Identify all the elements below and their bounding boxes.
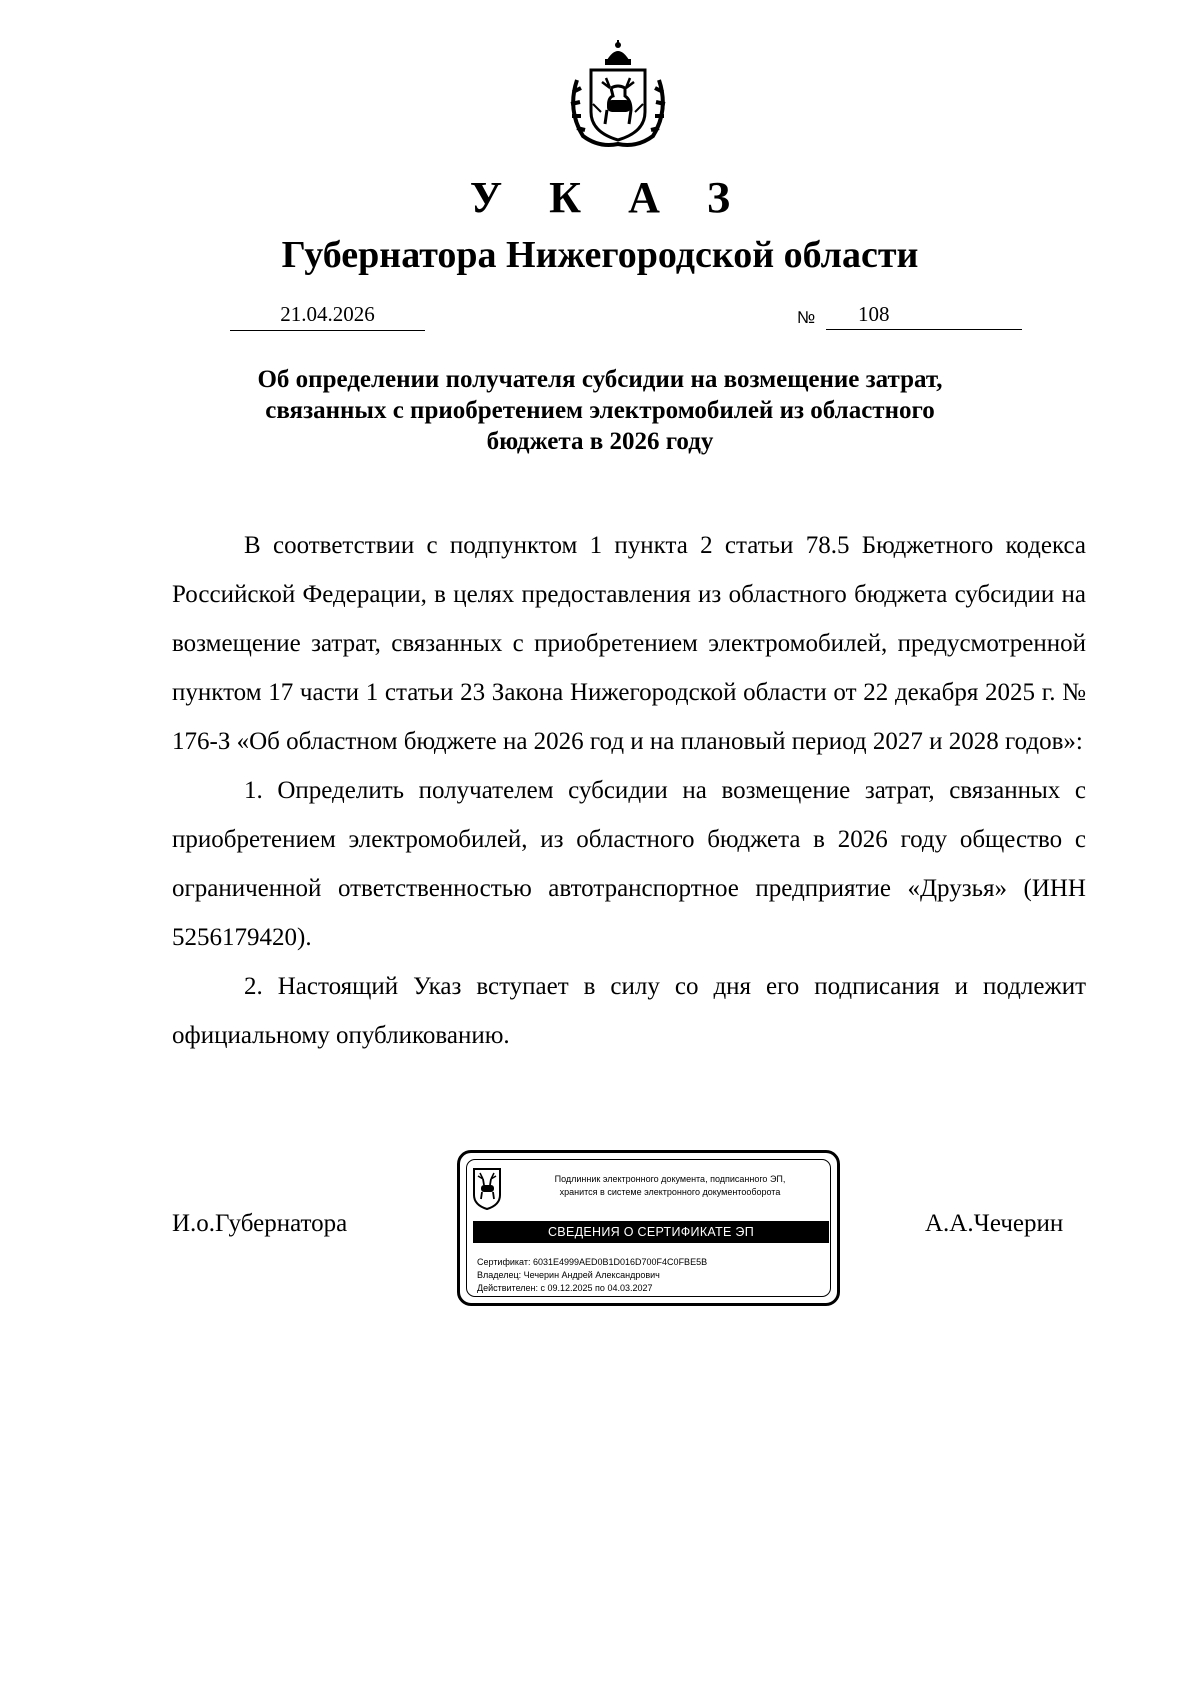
body-paragraph-item-1: 1. Определить получателем субсидии на возмещение затрат, связанных с приобретением электромобилей, из областного бюджета в 2026 году общество с ограниченной ответственностью автотранспортное предприятие «Друзья» (ИНН 5256179420). [172,777,1086,951]
stamp-certificate-details [477,1256,707,1295]
document-number: 108 [826,302,1022,330]
certificate-validity: Действителен: с 09.12.2025 по 04.03.2027 [477,1283,653,1293]
document-date: 21.04.2026 [230,302,425,331]
stamp-notice-line: хранится в системе электронного документооборота [559,1187,781,1197]
subject-line: связанных с приобретением электромобилей из областного [265,397,935,424]
certificate-id: Сертификат: 6031E4999AED0B1D016D700F4C0FBE5B [477,1257,708,1267]
body-paragraph-item-2: 2. Настоящий Указ вступает в силу со дня его подписания и подлежит официальному опубликованию. [172,973,1086,1049]
certificate-owner: Владелец: Чечерин Андрей Александрович [477,1270,660,1280]
signer-name: А.А.Чечерин [925,1210,1064,1237]
subject-line: Об определении получателя субсидии на возмещение затрат, [257,366,943,393]
number-sign: № [797,308,816,327]
stamp-notice-line: Подлинник электронного документа, подписанного ЭП, [554,1174,786,1184]
document-type-title: У К А З [469,173,749,222]
document-body [172,521,1086,1060]
signer-position: И.о.Губернатора [172,1210,348,1237]
issuer-title: Губернатора Нижегородской области [281,234,919,276]
stamp-notice [510,1173,830,1199]
coat-of-arms-icon [563,40,673,152]
body-paragraph-intro: В соответствии с подпунктом 1 пункта 2 статьи 78.5 Бюджетного кодекса Российской Федерации, в целях предоставления из областного бюджета субсидии на возмещение затрат, связанных с приобретением электромобилей, предусмотренной пунктом 17 части 1 статьи 23 Закона Нижегородской области от 22 декабря 2025 г. № 176-З «Об областном бюджете на 2026 год и на плановый период 2027 и 2028 годов»: [172,532,1086,755]
electronic-signature-stamp [457,1150,840,1306]
stamp-certificate-header: СВЕДЕНИЯ О СЕРТИФИКАТЕ ЭП [473,1221,829,1243]
subject-line: бюджета в 2026 году [486,428,714,455]
deer-shield-icon [472,1167,502,1211]
document-subject [200,364,1000,457]
